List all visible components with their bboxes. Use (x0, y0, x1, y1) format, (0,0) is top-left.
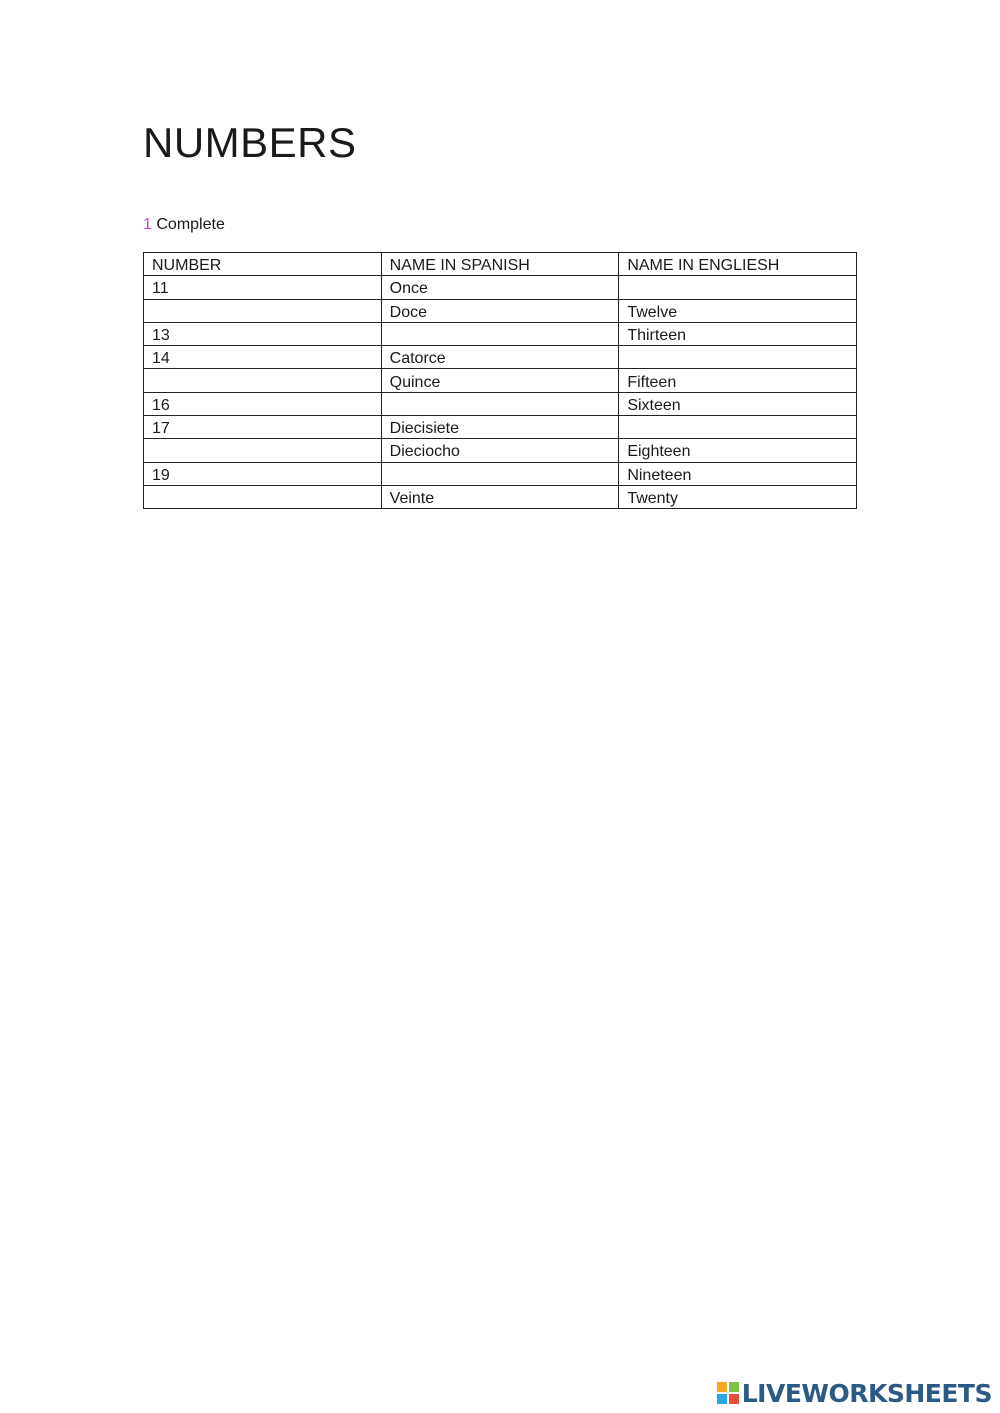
cell-english (619, 416, 857, 439)
table-row (144, 439, 857, 462)
cell-english: Fifteen (619, 369, 857, 392)
cell-spanish: Quince (381, 369, 619, 392)
page-title: NUMBERS (143, 119, 357, 166)
cell-number: 17 (144, 416, 382, 439)
cell-number: 14 (144, 346, 382, 369)
table-row (144, 369, 857, 392)
cell-spanish: Dieciocho (381, 439, 619, 462)
logo-mark-icon (717, 1382, 739, 1404)
exercise-instruction (143, 215, 225, 234)
cell-english (619, 276, 857, 299)
table-row (144, 346, 857, 369)
table-header-row (144, 253, 857, 276)
cell-spanish (381, 322, 619, 345)
cell-number (144, 485, 382, 508)
exercise-number: 1 (143, 216, 152, 233)
cell-english: Eighteen (619, 439, 857, 462)
header-spanish: NAME IN SPANISH (381, 253, 619, 276)
cell-english: Twelve (619, 299, 857, 322)
cell-number: 11 (144, 276, 382, 299)
cell-english: Thirteen (619, 322, 857, 345)
cell-spanish: Doce (381, 299, 619, 322)
table-row (144, 322, 857, 345)
header-number: NUMBER (144, 253, 382, 276)
table-row (144, 485, 857, 508)
liveworksheets-logo (717, 1379, 992, 1407)
cell-english: Sixteen (619, 392, 857, 415)
cell-number (144, 299, 382, 322)
table-row (144, 416, 857, 439)
cell-english: Nineteen (619, 462, 857, 485)
cell-english (619, 346, 857, 369)
cell-number: 16 (144, 392, 382, 415)
cell-spanish (381, 462, 619, 485)
numbers-table (143, 252, 857, 509)
cell-number (144, 439, 382, 462)
cell-spanish (381, 392, 619, 415)
logo-text: LIVEWORKSHEETS (741, 1378, 992, 1408)
table-row (144, 276, 857, 299)
exercise-text: Complete (156, 216, 225, 233)
cell-english: Twenty (619, 485, 857, 508)
table-row (144, 462, 857, 485)
cell-number: 13 (144, 322, 382, 345)
cell-spanish: Veinte (381, 485, 619, 508)
cell-spanish: Catorce (381, 346, 619, 369)
table-row (144, 392, 857, 415)
header-english: NAME IN ENGLIESH (619, 253, 857, 276)
table-row (144, 299, 857, 322)
cell-spanish: Diecisiete (381, 416, 619, 439)
cell-number: 19 (144, 462, 382, 485)
cell-spanish: Once (381, 276, 619, 299)
cell-number (144, 369, 382, 392)
